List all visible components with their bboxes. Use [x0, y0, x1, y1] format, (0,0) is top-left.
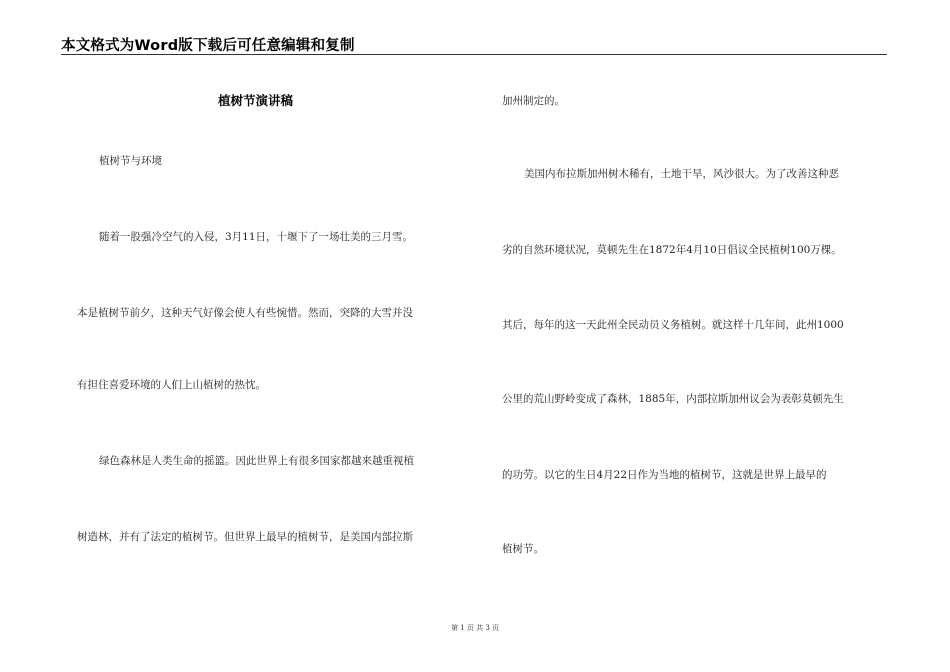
right-line-1: 加州制定的。 [502, 95, 565, 107]
right-line-5: 公里的荒山野岭变成了森林，1885年，内部拉斯加州议会为表彰莫顿先生 [502, 393, 844, 405]
right-line-4: 其后，每年的这一天此州全民动员义务植树。就这样十几年间，此州1000 [502, 319, 844, 331]
left-line-5: 绿色森林是人类生命的摇篮。因此世界上有很多国家都越来越重视植 [99, 455, 414, 467]
left-line-1: 植树节与环境 [99, 155, 162, 167]
right-line-3: 劣的自然环境状况，莫顿先生在1872年4月10日倡议全民植树100万棵。 [502, 244, 842, 256]
left-line-3: 本是植树节前夕，这种天气好像会使人有些惋惜。然而，突降的大雪并没 [77, 307, 413, 319]
right-line-6: 的功劳。以它的生日4月22日作为当地的植树节，这就是世界上最早的 [502, 469, 827, 481]
right-line-7: 植树节。 [502, 543, 544, 555]
left-line-4: 有担住喜爱环境的人们上山植树的热忱。 [77, 379, 266, 391]
page-number-footer: 第 1 页 共 3 页 [450, 624, 500, 632]
document-title: 植树节演讲稿 [218, 93, 294, 108]
header-divider [61, 54, 887, 55]
right-line-2: 美国内布拉斯加州树木稀有，土地干旱，风沙很大。为了改善这种恶 [524, 168, 839, 180]
left-line-2: 随着一股强冷空气的入侵，3月11日，十堰下了一场壮美的三月雪。 [99, 231, 414, 243]
left-line-6: 树造林，并有了法定的植树节。但世界上最早的植树节，是美国内部拉斯 [77, 531, 413, 543]
document-header-banner: 本文格式为Word版下载后可任意编辑和复制 [61, 38, 355, 54]
